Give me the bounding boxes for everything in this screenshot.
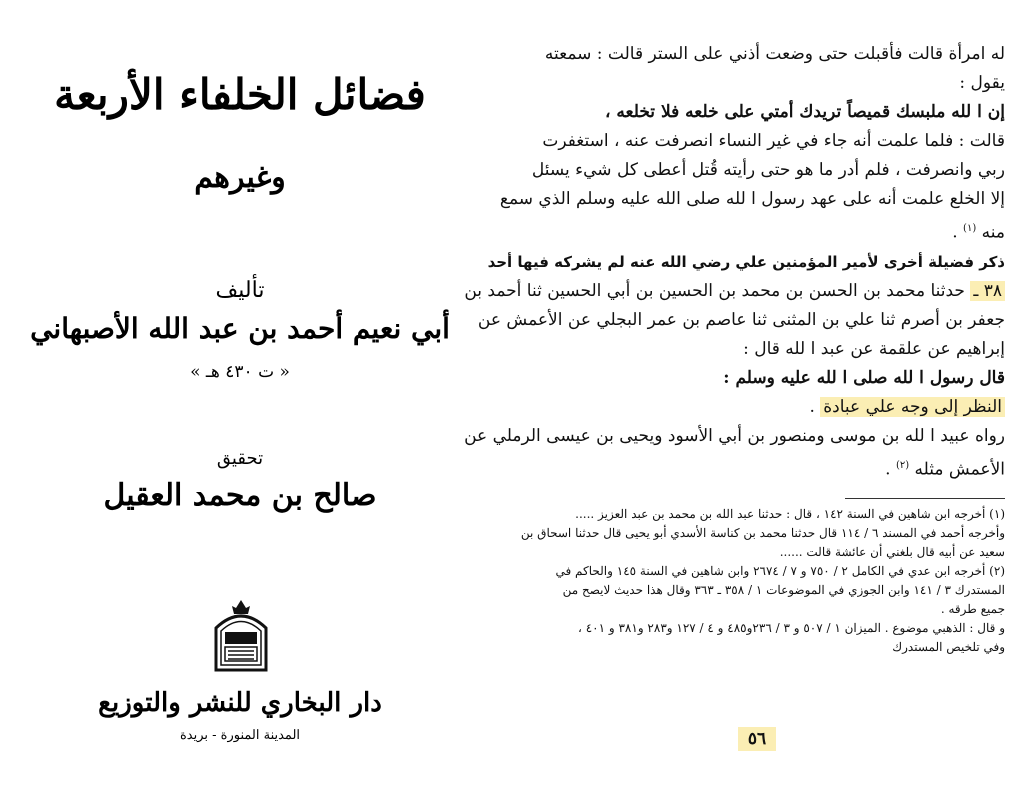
footnote-line: سعيد عن أبيه قال بلغني أن عائشة قالت ...... [779,545,1005,560]
author-death-date: « ت ٤٣٠ هـ » [190,362,290,382]
book-subtitle: وغيرهم [194,160,286,195]
footnote-divider [845,498,1005,499]
publisher-logo-icon [210,598,272,672]
footnote-line: (٢) أخرجه ابن عدي في الكامل ٢ / ٧٥٠ و ٧ / ٢٦٧٤ وابن شاهين في السنة ١٤٥ والحاكم في [555,564,1005,579]
saying-line: النظر إلى وجه علي عبادة . [520,393,1005,422]
narration-line: الأعمش مثله $^{(٢)}$ . [885,459,1005,480]
footnote-line: وأخرجه أحمد في المسند ٦ / ١١٤ قال حدثنا محمد بن كناسة الأسدي أبو يحيى قال حدثنا اسحاق بن [520,526,1005,541]
footnote-line: جميع طرقه . [940,602,1005,617]
page-number: ٥٦ [738,727,776,751]
author-label: تأليف [215,278,265,303]
narration-end: الأعمش مثله [914,459,1005,480]
footnote-marker: (١) [963,223,977,234]
text-line: يقول : [959,73,1005,93]
prophet-saying-intro: قال رسول ا لله صلى ا لله عليه وسلم : [723,367,1005,388]
hadith-line: إبراهيم عن علقمة عن عبد ا لله قال : [743,338,1005,359]
editor-label: تحقيق [216,448,264,469]
footnote-line: (١) أخرجه ابن شاهين في السنة ١٤٢ ، قال : حدثنا عبد الله بن محمد بن عبد العزيز ..... [575,507,1005,522]
footnote-line: المستدرك ٣ / ١٤١ وابن الجوزي في الموضوعات ١ / ٣٥٨ ـ ٣٦٣ وقال هذا حديث لايصح من [562,583,1005,598]
footnote-marker: (٢) [895,459,910,471]
text-line: قالت : فلما علمت أنه جاء في غير النساء انصرفت عنه ، استغفرت [542,131,1005,151]
hadith-line: جعفر بن أصرم ثنا علي بن المثنى ثنا عاصم بن عمر البجلي عن الأعمش عن [477,309,1005,330]
footnote-line: و قال : الذهبي موضوع . الميزان ١ / ٥٠٧ و ٣ / ٢٣٦و٤٨٥ و ٤ / ١٢٧ و٢٨٣ و٣٨١ و ٤٠١ ، [578,621,1005,636]
text-line: إلا الخلع علمت أنه على عهد رسول ا لله صلى الله عليه وسلم الذي سمع [499,189,1005,209]
hadith-number: ٣٨ ـ [970,281,1005,301]
footnote-line: وفي تلخيص المستدرك [892,640,1005,655]
publisher-city: المدينة المنورة - بريدة [179,728,301,743]
hadith-text: حدثنا محمد بن الحسن بن محمد بن الحسين بن أبي الحسين ثنا أحمد بن [464,280,965,301]
text-page [464,40,1005,780]
narration-line: رواه عبيد ا لله بن موسى ومنصور بن أبي الأسود ويحيى بن عيسى الرملي عن [464,425,1005,446]
text-line: إن ا لله ملبسك قميصاً تريدك أمتي على خلعه فلا تخلعه ، [604,102,1005,122]
text-line: منه $^{(١)}$ . [952,222,1005,243]
text-line-end: منه [981,222,1005,243]
book-title: فضائل الخلفاء الأربعة [54,70,426,119]
text-line: ربي وانصرفت ، فلم أدر ما هو حتى رأيته قُتل أعطى كل شيء يسئل [531,160,1005,180]
highlighted-saying: النظر إلى وجه علي عبادة [820,397,1005,417]
section-heading: ذكر فضيلة أخرى لأمير المؤمنين علي رضي الله عنه لم يشركه فيها أحد [487,252,1005,271]
cover-page [0,0,470,804]
publisher-name: دار البخاري للنشر والتوزيع [98,688,382,718]
editor-name: صالح بن محمد العقيل [103,478,377,513]
author-name: أبي نعيم أحمد بن عبد الله الأصبهاني [30,312,450,345]
text-line: له امرأة قالت فأقبلت حتى وضعت أذني على الستر قالت : سمعته [544,44,1005,64]
hadith-line [464,277,1005,306]
